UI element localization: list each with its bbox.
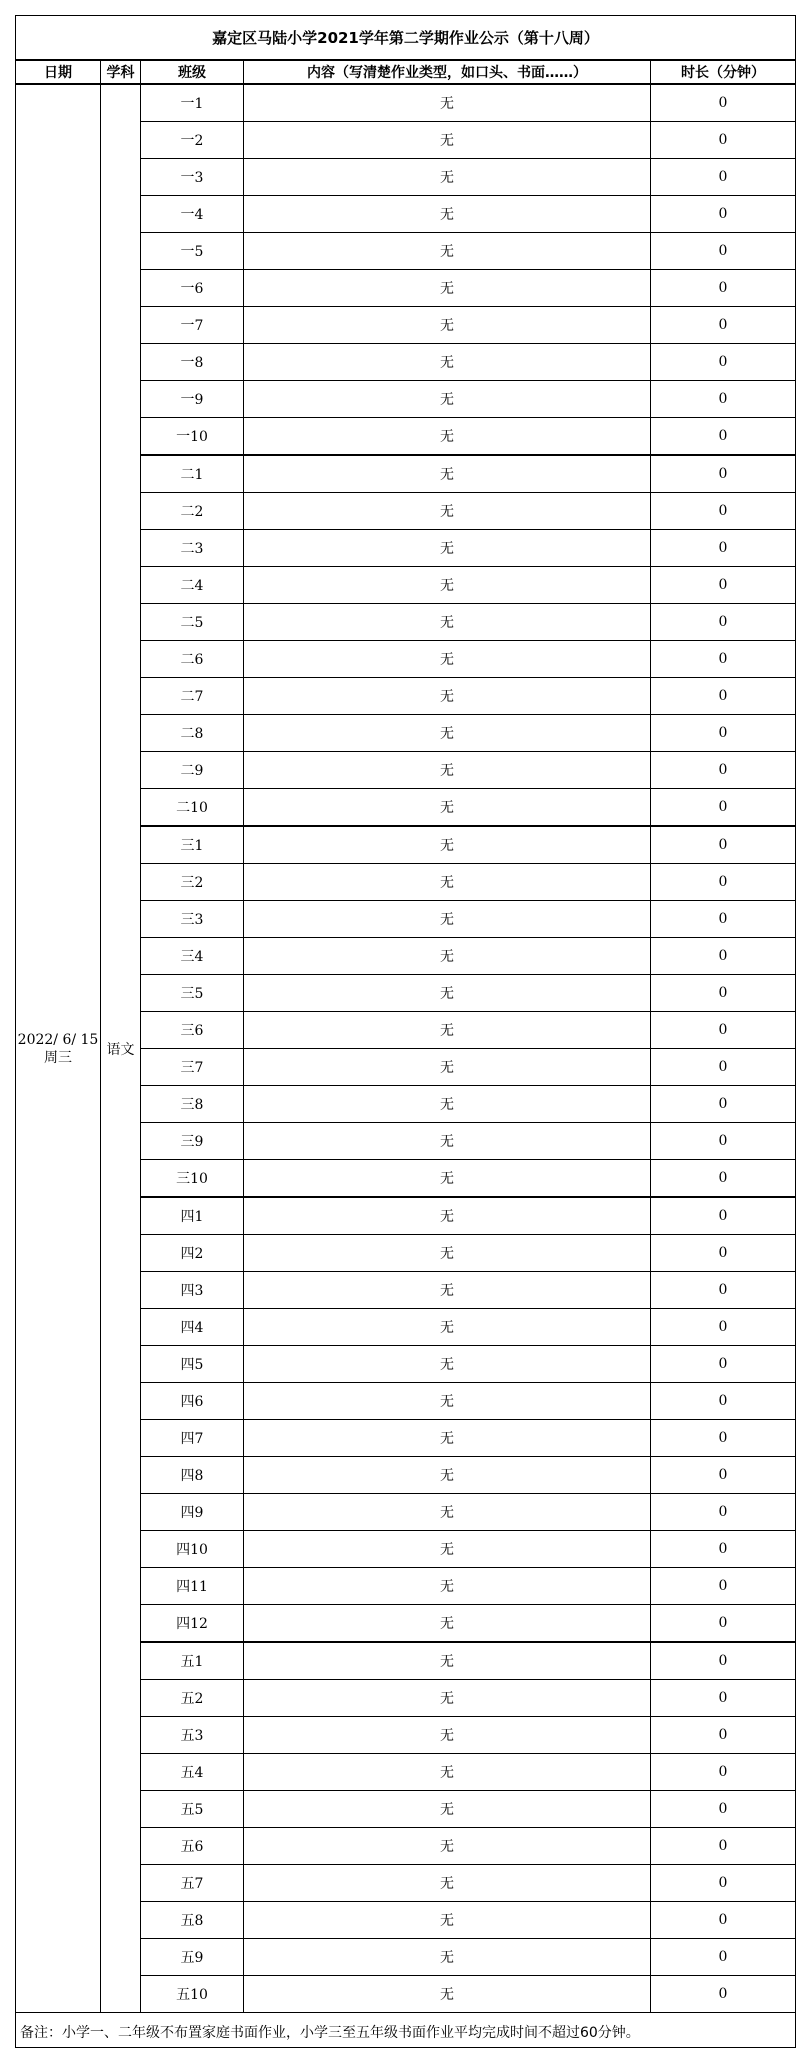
class-cell: 一10	[141, 418, 244, 456]
class-cell: 二5	[141, 604, 244, 641]
duration-cell: 0	[651, 1494, 796, 1531]
duration-cell: 0	[651, 84, 796, 122]
duration-cell: 0	[651, 1086, 796, 1123]
class-cell: 四12	[141, 1605, 244, 1643]
class-cell: 四8	[141, 1457, 244, 1494]
class-cell: 五1	[141, 1642, 244, 1680]
content-cell: 无	[244, 122, 651, 159]
class-cell: 四9	[141, 1494, 244, 1531]
content-cell: 无	[244, 1012, 651, 1049]
duration-cell: 0	[651, 752, 796, 789]
class-cell: 四4	[141, 1309, 244, 1346]
duration-cell: 0	[651, 715, 796, 752]
content-cell: 无	[244, 270, 651, 307]
duration-cell: 0	[651, 418, 796, 456]
content-cell: 无	[244, 1383, 651, 1420]
duration-cell: 0	[651, 901, 796, 938]
duration-cell: 0	[651, 604, 796, 641]
header-class: 班级	[141, 60, 244, 84]
content-cell: 无	[244, 752, 651, 789]
duration-cell: 0	[651, 1160, 796, 1198]
duration-cell: 0	[651, 196, 796, 233]
class-cell: 四10	[141, 1531, 244, 1568]
class-cell: 三4	[141, 938, 244, 975]
duration-cell: 0	[651, 678, 796, 715]
content-cell: 无	[244, 1568, 651, 1605]
duration-cell: 0	[651, 1828, 796, 1865]
class-cell: 五9	[141, 1939, 244, 1976]
content-cell: 无	[244, 1346, 651, 1383]
class-cell: 一5	[141, 233, 244, 270]
table-row	[16, 84, 796, 122]
header-content: 内容（写清楚作业类型，如口头、书面……）	[244, 60, 651, 84]
homework-notice-sheet	[15, 15, 795, 2048]
content-cell: 无	[244, 1197, 651, 1235]
content-cell: 无	[244, 1420, 651, 1457]
class-cell: 四1	[141, 1197, 244, 1235]
class-cell: 二6	[141, 641, 244, 678]
duration-cell: 0	[651, 1791, 796, 1828]
content-cell: 无	[244, 901, 651, 938]
class-cell: 二8	[141, 715, 244, 752]
content-cell: 无	[244, 307, 651, 344]
class-cell: 五6	[141, 1828, 244, 1865]
class-cell: 三5	[141, 975, 244, 1012]
class-cell: 五7	[141, 1865, 244, 1902]
class-cell: 二1	[141, 455, 244, 493]
content-cell: 无	[244, 1235, 651, 1272]
class-cell: 二7	[141, 678, 244, 715]
duration-cell: 0	[651, 1197, 796, 1235]
content-cell: 无	[244, 1049, 651, 1086]
duration-cell: 0	[651, 1865, 796, 1902]
duration-cell: 0	[651, 344, 796, 381]
content-cell: 无	[244, 938, 651, 975]
class-cell: 一9	[141, 381, 244, 418]
content-cell: 无	[244, 567, 651, 604]
class-cell: 五5	[141, 1791, 244, 1828]
duration-cell: 0	[651, 1420, 796, 1457]
duration-cell: 0	[651, 641, 796, 678]
duration-cell: 0	[651, 1012, 796, 1049]
class-cell: 三6	[141, 1012, 244, 1049]
class-cell: 四5	[141, 1346, 244, 1383]
class-cell: 四2	[141, 1235, 244, 1272]
class-cell: 三3	[141, 901, 244, 938]
content-cell: 无	[244, 826, 651, 864]
content-cell: 无	[244, 1680, 651, 1717]
class-cell: 三7	[141, 1049, 244, 1086]
class-cell: 一1	[141, 84, 244, 122]
duration-cell: 0	[651, 789, 796, 827]
table-title: 嘉定区马陆小学2021学年第二学期作业公示（第十八周）	[16, 16, 796, 61]
duration-cell: 0	[651, 1939, 796, 1976]
content-cell: 无	[244, 1309, 651, 1346]
weekday-value: 周三	[44, 1049, 72, 1066]
content-cell: 无	[244, 715, 651, 752]
duration-cell: 0	[651, 233, 796, 270]
duration-cell: 0	[651, 975, 796, 1012]
duration-cell: 0	[651, 1605, 796, 1643]
class-cell: 二4	[141, 567, 244, 604]
class-cell: 一7	[141, 307, 244, 344]
class-cell: 一6	[141, 270, 244, 307]
content-cell: 无	[244, 233, 651, 270]
content-cell: 无	[244, 1902, 651, 1939]
class-cell: 一8	[141, 344, 244, 381]
header-duration: 时长（分钟）	[651, 60, 796, 84]
content-cell: 无	[244, 1642, 651, 1680]
class-cell: 一2	[141, 122, 244, 159]
class-cell: 二10	[141, 789, 244, 827]
duration-cell: 0	[651, 938, 796, 975]
content-cell: 无	[244, 1123, 651, 1160]
duration-cell: 0	[651, 1346, 796, 1383]
duration-cell: 0	[651, 307, 796, 344]
footnote: 备注：小学一、二年级不布置家庭书面作业，小学三至五年级书面作业平均完成时间不超过60分钟。	[16, 2013, 796, 2048]
content-cell: 无	[244, 381, 651, 418]
content-cell: 无	[244, 1494, 651, 1531]
duration-cell: 0	[651, 1717, 796, 1754]
homework-table	[15, 15, 796, 2048]
class-cell: 二3	[141, 530, 244, 567]
class-cell: 三10	[141, 1160, 244, 1198]
class-cell: 四3	[141, 1272, 244, 1309]
content-cell: 无	[244, 84, 651, 122]
content-cell: 无	[244, 1272, 651, 1309]
duration-cell: 0	[651, 1976, 796, 2013]
duration-cell: 0	[651, 159, 796, 196]
content-cell: 无	[244, 1865, 651, 1902]
duration-cell: 0	[651, 1680, 796, 1717]
duration-cell: 0	[651, 1123, 796, 1160]
class-cell: 一3	[141, 159, 244, 196]
content-cell: 无	[244, 455, 651, 493]
content-cell: 无	[244, 641, 651, 678]
duration-cell: 0	[651, 122, 796, 159]
content-cell: 无	[244, 1939, 651, 1976]
duration-cell: 0	[651, 1272, 796, 1309]
content-cell: 无	[244, 418, 651, 456]
content-cell: 无	[244, 864, 651, 901]
duration-cell: 0	[651, 1902, 796, 1939]
class-cell: 四6	[141, 1383, 244, 1420]
duration-cell: 0	[651, 1457, 796, 1494]
content-cell: 无	[244, 975, 651, 1012]
class-cell: 二9	[141, 752, 244, 789]
content-cell: 无	[244, 1976, 651, 2013]
class-cell: 四11	[141, 1568, 244, 1605]
duration-cell: 0	[651, 1568, 796, 1605]
duration-cell: 0	[651, 567, 796, 604]
class-cell: 三1	[141, 826, 244, 864]
duration-cell: 0	[651, 864, 796, 901]
class-cell: 一4	[141, 196, 244, 233]
content-cell: 无	[244, 1828, 651, 1865]
duration-cell: 0	[651, 493, 796, 530]
content-cell: 无	[244, 1791, 651, 1828]
class-cell: 五8	[141, 1902, 244, 1939]
content-cell: 无	[244, 1717, 651, 1754]
content-cell: 无	[244, 196, 651, 233]
duration-cell: 0	[651, 1383, 796, 1420]
content-cell: 无	[244, 1605, 651, 1643]
header-date: 日期	[16, 60, 101, 84]
class-cell: 五10	[141, 1976, 244, 2013]
class-cell: 三9	[141, 1123, 244, 1160]
duration-cell: 0	[651, 1235, 796, 1272]
content-cell: 无	[244, 604, 651, 641]
class-cell: 五4	[141, 1754, 244, 1791]
content-cell: 无	[244, 530, 651, 567]
class-cell: 三2	[141, 864, 244, 901]
class-cell: 五2	[141, 1680, 244, 1717]
content-cell: 无	[244, 1160, 651, 1198]
duration-cell: 0	[651, 1309, 796, 1346]
content-cell: 无	[244, 344, 651, 381]
duration-cell: 0	[651, 1754, 796, 1791]
content-cell: 无	[244, 493, 651, 530]
date-cell	[16, 84, 101, 2013]
content-cell: 无	[244, 789, 651, 827]
subject-cell: 语文	[101, 84, 141, 2013]
duration-cell: 0	[651, 530, 796, 567]
duration-cell: 0	[651, 1049, 796, 1086]
content-cell: 无	[244, 1754, 651, 1791]
duration-cell: 0	[651, 381, 796, 418]
class-cell: 三8	[141, 1086, 244, 1123]
header-subject: 学科	[101, 60, 141, 84]
content-cell: 无	[244, 678, 651, 715]
class-cell: 四7	[141, 1420, 244, 1457]
duration-cell: 0	[651, 1642, 796, 1680]
class-cell: 五3	[141, 1717, 244, 1754]
duration-cell: 0	[651, 826, 796, 864]
date-value: 2022/ 6/ 15	[17, 1031, 99, 1048]
duration-cell: 0	[651, 455, 796, 493]
duration-cell: 0	[651, 1531, 796, 1568]
content-cell: 无	[244, 1457, 651, 1494]
table-body	[16, 84, 796, 2013]
content-cell: 无	[244, 1531, 651, 1568]
content-cell: 无	[244, 1086, 651, 1123]
class-cell: 二2	[141, 493, 244, 530]
content-cell: 无	[244, 159, 651, 196]
duration-cell: 0	[651, 270, 796, 307]
